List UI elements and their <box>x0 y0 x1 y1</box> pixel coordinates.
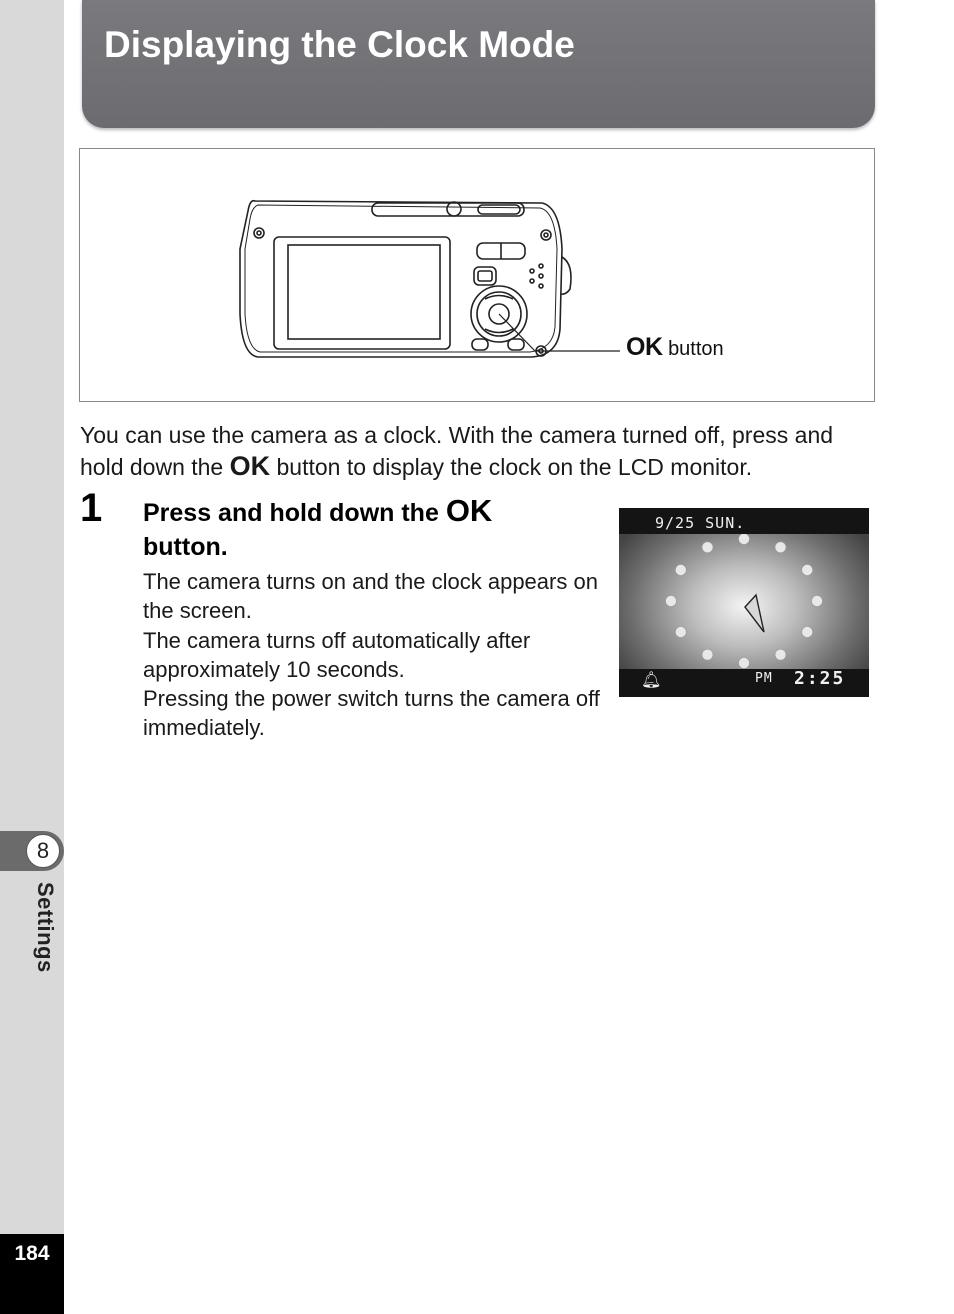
intro-text-1: You can use the camera as a clock. With the camera turned off, press and hold down the <box>80 422 834 480</box>
step-body <box>143 567 603 743</box>
clock-dot <box>739 534 750 545</box>
step-line: The camera turns off automatically after approximately 10 seconds. <box>143 627 531 682</box>
step-line: Pressing the power switch turns the camera off immediately. <box>143 686 600 741</box>
lcd-time: 2:25 <box>794 668 846 689</box>
side-strip <box>0 0 64 1234</box>
step-heading <box>143 494 563 564</box>
intro-paragraph <box>80 420 880 483</box>
page-title: Displaying the Clock Mode <box>104 24 575 65</box>
clock-dot <box>675 627 686 638</box>
step-number: 1 <box>80 486 103 530</box>
lcd-ampm: PM <box>755 671 773 686</box>
ok-symbol: OK <box>626 333 663 361</box>
clock-dot <box>702 649 713 660</box>
ok-symbol-inline: OK <box>229 451 271 481</box>
camera-lcd <box>274 237 450 349</box>
clock-dot <box>802 627 813 638</box>
clock-dot <box>802 565 813 576</box>
clock-dot <box>775 649 786 660</box>
ok-button-callout <box>626 333 724 362</box>
callout-text: button <box>668 338 724 360</box>
step-line: The camera turns on and the clock appears on the screen. <box>143 569 598 624</box>
clock-dot <box>739 658 750 669</box>
camera-back-illustration <box>80 149 872 399</box>
clock-dot <box>775 542 786 553</box>
chapter-number: 8 <box>26 834 60 868</box>
clock-dot <box>812 596 823 607</box>
page-number: 184 <box>14 1242 50 1265</box>
clock-dot <box>702 542 713 553</box>
lcd-date: 9/25 SUN. <box>655 514 746 532</box>
clock-dot <box>666 596 677 607</box>
step-heading-text-2: button. <box>143 533 228 561</box>
intro-text-2: button to display the clock on the LCD monitor. <box>270 454 753 480</box>
bell-icon: 🔔︎ <box>641 672 662 689</box>
clock-dot <box>675 565 686 576</box>
step-heading-text: Press and hold down the <box>143 499 446 527</box>
ok-symbol-heading: OK <box>445 493 493 528</box>
chapter-name: Settings <box>33 882 58 973</box>
